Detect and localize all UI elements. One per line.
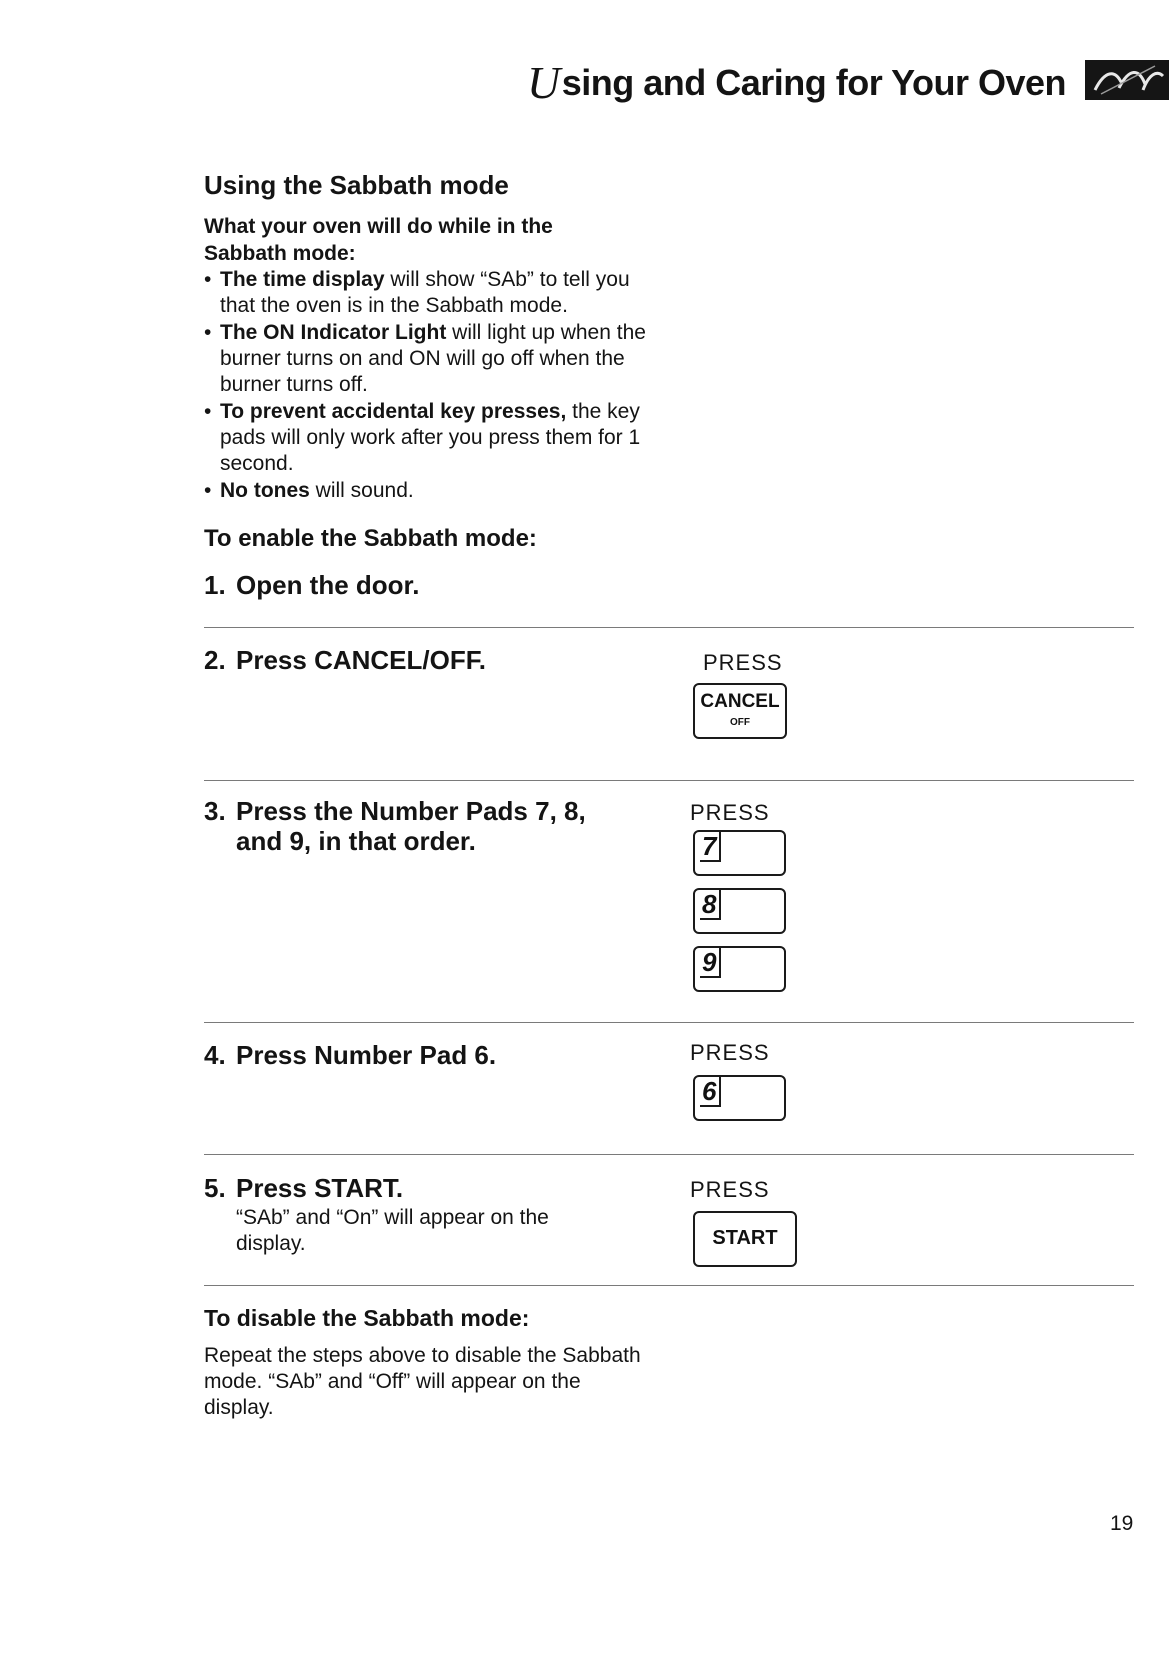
page-number: 19: [1110, 1512, 1134, 1535]
section-title: Using the Sabbath mode: [204, 170, 509, 200]
press-label: PRESS: [690, 1040, 770, 1065]
press-label: PRESS: [690, 800, 770, 825]
while-heading: What your oven will do while in the Sabbath mode:: [204, 215, 553, 265]
step-4: 4. Press Number Pad 6.: [204, 1040, 497, 1070]
divider: [204, 1154, 1134, 1155]
press-label: PRESS: [690, 1177, 770, 1202]
divider: [204, 1022, 1134, 1023]
divider: [204, 1285, 1134, 1286]
step-3: 3. Press the Number Pads 7, 8, and 9, in that order.: [204, 796, 586, 856]
start-key-label: START: [712, 1227, 778, 1249]
enable-heading: To enable the Sabbath mode:: [204, 525, 537, 552]
step-2: 2. Press CANCEL/OFF.: [204, 645, 486, 675]
list-item: • The ON Indicator Light will light up when the burner turns on and ON will go off when the burner turns off.: [204, 320, 664, 398]
list-item: • To prevent accidental key presses, the key pads will only work after you press them for 1 second.: [204, 399, 664, 477]
page-header-title: [0, 56, 1066, 109]
list-item: • The time display will show “SAb” to tell you that the oven is in the Sabbath mode.: [204, 267, 664, 319]
cancel-off-button[interactable]: [693, 683, 787, 739]
cancel-key-label: CANCEL: [700, 691, 780, 712]
list-item: • No tones will sound.: [204, 478, 664, 504]
disable-text: Repeat the steps above to disable the Sabbath mode. “SAb” and “Off” will appear on the display.: [204, 1344, 641, 1419]
feature-list: [204, 267, 664, 505]
header-title-initial: U: [527, 57, 560, 108]
divider: [204, 627, 1134, 628]
press-label: PRESS: [703, 650, 783, 675]
step-5-note: “SAb” and “On” will appear on the display.: [236, 1206, 549, 1255]
number-pad-8[interactable]: 8: [693, 888, 786, 934]
divider: [204, 780, 1134, 781]
number-pad-6[interactable]: 6: [693, 1075, 786, 1121]
start-button[interactable]: [693, 1211, 797, 1267]
brand-logo: [1085, 60, 1169, 100]
off-key-label: OFF: [730, 717, 750, 728]
step-5: 5. Press START.: [204, 1173, 404, 1203]
step-1: 1. Open the door.: [204, 570, 420, 600]
header-title-text: sing and Caring for Your Oven: [561, 62, 1066, 103]
brand-logo-icon: [1085, 60, 1169, 100]
number-pad-7[interactable]: 7: [693, 830, 786, 876]
disable-heading: To disable the Sabbath mode:: [204, 1305, 530, 1331]
number-pad-9[interactable]: 9: [693, 946, 786, 992]
